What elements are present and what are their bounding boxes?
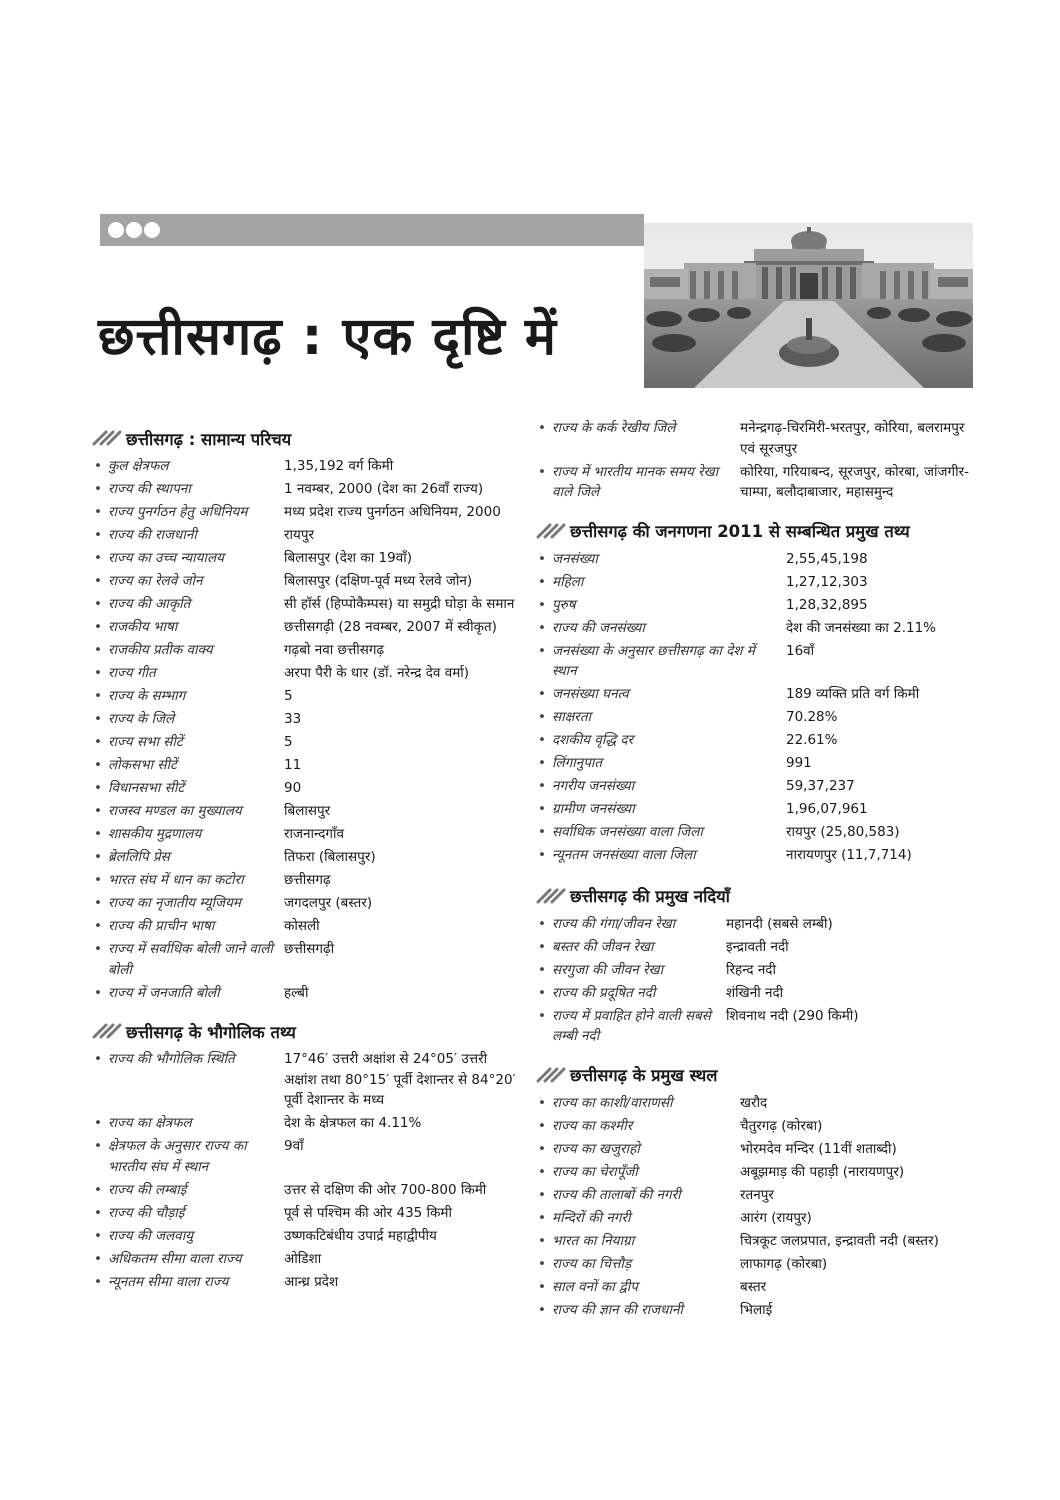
fact-row — [92, 732, 522, 753]
bullet-icon: • — [94, 872, 102, 888]
fact-value: 1,28,32,895 — [786, 596, 868, 613]
dot-icon — [126, 222, 142, 238]
fact-row — [92, 663, 522, 684]
fact-value: 90 — [284, 780, 302, 796]
bullet-icon: • — [538, 596, 546, 613]
fact-value: ओडिशा — [284, 1250, 322, 1267]
bullet-icon: • — [538, 1140, 546, 1157]
bullet-icon: • — [94, 504, 102, 520]
bullet-icon: • — [94, 481, 102, 497]
fact-value: मनेन्द्रगढ़-चिरमिरी-भरतपुर, कोरिया, बलरामपुर एवं सूरजपुर — [740, 420, 965, 457]
double-slash-icon — [536, 1067, 566, 1083]
fact-value: छत्तीसगढ़ी — [284, 941, 335, 957]
bullet-icon: • — [94, 734, 102, 750]
fact-row — [536, 1277, 976, 1298]
fact-value: जगदलपुर (बस्तर) — [284, 895, 373, 911]
fact-value: रिहन्द नदी — [726, 961, 776, 978]
fact-value: 1,96,07,961 — [786, 801, 868, 817]
double-slash-icon — [536, 888, 566, 904]
bullet-icon: • — [94, 941, 102, 957]
fact-label: राज्य की जलवायु — [108, 1227, 194, 1244]
bullet-icon: • — [538, 1232, 546, 1249]
bullet-icon: • — [94, 711, 102, 727]
fact-row — [536, 1208, 976, 1229]
bullet-icon: • — [94, 1273, 102, 1290]
fact-label: राज्य की ज्ञान की राजधानी — [552, 1301, 683, 1318]
fact-row — [536, 1139, 976, 1160]
fact-row — [536, 549, 976, 570]
bullet-icon: • — [94, 1115, 102, 1131]
fact-value: 33 — [284, 711, 302, 727]
fact-label: राज्य की जनसंख्या — [552, 619, 645, 636]
fact-row — [536, 799, 976, 820]
bullet-icon: • — [538, 619, 546, 636]
right-column — [536, 418, 976, 1332]
fact-value: 2,55,45,198 — [786, 550, 868, 567]
fact-row — [536, 776, 976, 797]
bullet-icon: • — [94, 550, 102, 566]
fact-value: नारायणपुर (11,7,714) — [786, 847, 912, 863]
fact-label: राजकीय प्रतीक वाक्य — [108, 642, 213, 658]
bullet-icon: • — [94, 849, 102, 865]
bullet-icon: • — [94, 803, 102, 819]
fact-label: राज्य की चौड़ाई — [108, 1204, 185, 1221]
bullet-icon: • — [538, 984, 546, 1001]
fact-value: गढ़बो नवा छत्तीसगढ़ — [284, 642, 385, 658]
fact-value: पूर्व से पश्चिम की ओर 435 किमी — [284, 1204, 452, 1221]
fact-value: रायपुर (25,80,583) — [786, 824, 900, 840]
fact-label: लोकसभा सीटें — [108, 757, 177, 773]
fact-label: राज्य गीत — [108, 665, 156, 681]
fact-value: चित्रकूट जलप्रपात, इन्द्रावती नदी (बस्तर) — [740, 1232, 939, 1249]
fact-value: आरंग (रायपुर) — [740, 1209, 812, 1226]
fact-label: राज्य की तालाबों की नगरी — [552, 1186, 681, 1203]
fact-label: राज्य पुनर्गठन हेतु अधिनियम — [108, 504, 248, 520]
fact-value: 5 — [284, 734, 293, 750]
fact-row — [536, 960, 976, 981]
bullet-icon: • — [94, 826, 102, 842]
fact-row — [92, 1203, 522, 1224]
bullet-icon: • — [94, 1250, 102, 1267]
fact-value: बिलासपुर (दक्षिण-पूर्व मध्य रेलवे जोन) — [284, 573, 473, 589]
section-heading: छत्तीसगढ़ : सामान्य परिचय — [92, 422, 522, 454]
fact-label: नगरीय जनसंख्या — [552, 778, 635, 794]
fact-value: 1,27,12,303 — [786, 573, 868, 590]
bullet-icon: • — [94, 918, 102, 934]
fact-row — [92, 1249, 522, 1270]
bullet-icon: • — [538, 847, 546, 863]
fact-value: 189 व्यक्ति प्रति वर्ग किमी — [786, 686, 920, 702]
fact-value: उष्णकटिबंधीय उपार्द्र महाद्वीपीय — [284, 1227, 437, 1244]
fact-row — [92, 939, 522, 980]
fact-value: राजनान्दगाँव — [284, 826, 344, 842]
fact-label: राज्य का उच्च न्यायालय — [108, 550, 224, 566]
fact-label: राज्य में सर्वाधिक बोली जाने वाली बोली — [108, 941, 273, 978]
fact-value: उत्तर से दक्षिण की ओर 700-800 किमी — [284, 1181, 487, 1198]
dot-icon — [144, 222, 160, 238]
bullet-icon: • — [538, 686, 546, 702]
fact-label: शासकीय मुद्रणालय — [108, 826, 202, 842]
fact-label: जनसंख्या के अनुसार छत्तीसगढ़ का देश में स्थान — [552, 642, 755, 679]
fact-label: राज्य की राजधानी — [108, 527, 197, 543]
fact-label: सरगुजा की जीवन रेखा — [552, 961, 664, 978]
fact-value: 70.28% — [786, 709, 838, 725]
fact-value: सी हॉर्स (हिप्पोकैम्पस) या समुद्री घोड़ा के समान — [284, 596, 515, 612]
fact-row — [536, 845, 976, 866]
fact-row — [536, 1254, 976, 1275]
fact-value: हल्बी — [284, 984, 309, 1001]
fact-value: देश के क्षेत्रफल का 4.11% — [284, 1115, 422, 1131]
fact-value: महानदी (सबसे लम्बी) — [726, 915, 833, 932]
fact-value: रतनपुर — [740, 1186, 774, 1203]
fact-row — [92, 1136, 522, 1177]
bullet-icon: • — [538, 642, 546, 659]
fact-value: मध्य प्रदेश राज्य पुनर्गठन अधिनियम, 2000 — [284, 504, 501, 520]
fact-row — [92, 502, 522, 523]
fact-value: 1 नवम्बर, 2000 (देश का 26वाँ राज्य) — [284, 481, 484, 497]
fact-value: 1,35,192 वर्ग किमी — [284, 458, 394, 474]
bullet-icon: • — [538, 755, 546, 771]
fact-label: राज्य का नृजातीय म्यूजियम — [108, 895, 241, 911]
fact-value: अरपा पैरी के धार (डॉ. नरेन्द्र देव वर्मा) — [284, 665, 470, 681]
fact-value: 59,37,237 — [786, 778, 855, 794]
fact-label: राज्य के कर्क रेखीय जिले — [552, 420, 676, 436]
fact-label: राज्य में प्रवाहित होने वाली सबसे लम्बी नदी — [552, 1007, 711, 1044]
fact-row — [92, 1180, 522, 1201]
fact-value: आन्ध्र प्रदेश — [284, 1273, 339, 1290]
fact-row — [92, 847, 522, 868]
fact-row — [92, 1272, 522, 1293]
fact-value: 17°46′ उत्तरी अक्षांश से 24°05′ उत्तरी अक्षांश तथा 80°15′ पूर्वी देशान्तर से 84°20′ पूर्वी देशान्तर के मध्य — [284, 1051, 516, 1108]
fact-value: 22.61% — [786, 732, 838, 748]
fact-row — [92, 456, 522, 477]
section-census — [536, 515, 976, 866]
fact-row — [536, 707, 976, 728]
fact-row — [92, 594, 522, 615]
fact-row — [92, 571, 522, 592]
fact-label: राज्य की गंगा/जीवन रेखा — [552, 915, 676, 932]
fact-label: दशकीय वृद्धि दर — [552, 732, 634, 748]
bullet-icon: • — [94, 895, 102, 911]
fact-row — [92, 617, 522, 638]
fact-label: ब्रेललिपि प्रेस — [108, 849, 170, 865]
assembly-building-photo — [644, 223, 973, 388]
fact-label: भारत संघ में धान का कटोरा — [108, 872, 244, 888]
bullet-icon: • — [538, 961, 546, 978]
fact-value: शंखिनी नदी — [726, 984, 784, 1001]
bullet-icon: • — [538, 915, 546, 932]
bullet-icon: • — [94, 984, 102, 1001]
bullet-icon: • — [538, 420, 546, 436]
fact-row — [92, 824, 522, 845]
bullet-icon: • — [94, 1227, 102, 1244]
fact-value: छत्तीसगढ़ — [284, 872, 331, 888]
fact-row — [536, 684, 976, 705]
double-slash-icon — [92, 1023, 122, 1039]
fact-value: 5 — [284, 688, 293, 704]
fact-label: साल वनों का द्वीप — [552, 1278, 638, 1295]
bullet-icon: • — [538, 1301, 546, 1318]
fact-row — [536, 618, 976, 639]
fact-label: लिंगानुपात — [552, 755, 603, 771]
fact-value: भिलाई — [740, 1301, 773, 1318]
fact-row — [92, 1049, 522, 1111]
fact-value: रायपुर — [284, 527, 315, 543]
bullet-icon: • — [538, 778, 546, 794]
fact-value: 16वाँ — [786, 642, 815, 659]
fact-value: तिफरा (बिलासपुर) — [284, 849, 376, 865]
fact-row — [536, 462, 976, 503]
fact-row — [92, 870, 522, 891]
fact-label: राज्य का काशी/वाराणसी — [552, 1094, 673, 1111]
fact-label: राज्य का कश्मीर — [552, 1117, 633, 1134]
bullet-icon: • — [538, 573, 546, 590]
fact-row — [536, 641, 976, 682]
fact-value: लाफागढ़ (कोरबा) — [740, 1255, 828, 1272]
fact-row — [92, 916, 522, 937]
fact-row — [92, 548, 522, 569]
bullet-icon: • — [538, 1007, 546, 1024]
header-bar — [100, 214, 644, 246]
fact-label: राज्य का खजुराहो — [552, 1140, 640, 1157]
bullet-icon: • — [538, 1278, 546, 1295]
fact-value: 991 — [786, 755, 812, 771]
fact-row — [92, 893, 522, 914]
fact-row — [92, 479, 522, 500]
fact-value: भोरमदेव मन्दिर (11वीं शताब्दी) — [740, 1140, 897, 1157]
bullet-icon: • — [94, 596, 102, 612]
fact-label: क्षेत्रफल के अनुसार राज्य का भारतीय संघ में स्थान — [108, 1138, 247, 1175]
fact-value: चैतुरगढ़ (कोरबा) — [740, 1117, 823, 1134]
section-heading: छत्तीसगढ़ की जनगणना 2011 से सम्बन्धित प्रमुख तथ्य — [536, 515, 976, 547]
section-geo-continued — [536, 418, 976, 503]
bullet-icon: • — [94, 757, 102, 773]
bullet-icon: • — [94, 780, 102, 796]
bullet-icon: • — [94, 1138, 102, 1154]
bullet-icon: • — [538, 732, 546, 748]
dot-icon — [108, 222, 124, 238]
fact-value: बस्तर — [740, 1278, 767, 1295]
fact-row — [92, 640, 522, 661]
double-slash-icon — [92, 430, 122, 446]
bullet-icon: • — [94, 573, 102, 589]
fact-label: राज्य सभा सीटें — [108, 734, 183, 750]
fact-label: मन्दिरों की नगरी — [552, 1209, 631, 1226]
fact-value: खरौद — [740, 1094, 768, 1111]
fact-value: इन्द्रावती नदी — [726, 938, 789, 955]
fact-row — [536, 730, 976, 751]
fact-row — [92, 686, 522, 707]
fact-label: राज्य में जनजाति बोली — [108, 984, 220, 1001]
fact-label: महिला — [552, 573, 584, 590]
fact-row — [536, 1231, 976, 1252]
fact-row — [536, 1162, 976, 1183]
fact-label: राज्य का क्षेत्रफल — [108, 1115, 192, 1131]
fact-row — [92, 983, 522, 1004]
fact-label: अधिकतम सीमा वाला राज्य — [108, 1250, 242, 1267]
fact-label: राज्य की आकृति — [108, 596, 191, 612]
fact-value: अबूझमाड़ की पहाड़ी (नारायणपुर) — [740, 1163, 905, 1180]
section-heading: छत्तीसगढ़ की प्रमुख नदियाँ — [536, 880, 976, 912]
fact-value: कोसली — [284, 918, 320, 934]
fact-row — [92, 801, 522, 822]
fact-value: 9वाँ — [284, 1138, 304, 1154]
fact-label: राज्य का रेलवे जोन — [108, 573, 203, 589]
fact-label: राज्य के जिले — [108, 711, 175, 727]
bullet-icon: • — [94, 458, 102, 474]
fact-label: राज्य की भौगोलिक स्थिति — [108, 1051, 235, 1067]
bullet-icon: • — [538, 1186, 546, 1203]
fact-label: ग्रामीण जनसंख्या — [552, 801, 635, 817]
fact-row — [536, 983, 976, 1004]
fact-row — [536, 822, 976, 843]
section-geography — [92, 1015, 522, 1292]
fact-label: राज्य की प्राचीन भाषा — [108, 918, 215, 934]
bullet-icon: • — [538, 1209, 546, 1226]
fact-row — [536, 595, 976, 616]
fact-row — [536, 937, 976, 958]
section-heading: छत्तीसगढ़ के प्रमुख स्थल — [536, 1059, 976, 1091]
fact-label: सर्वाधिक जनसंख्या वाला जिला — [552, 824, 703, 840]
double-slash-icon — [536, 523, 566, 539]
fact-label: विधानसभा सीटें — [108, 780, 185, 796]
bullet-icon: • — [94, 619, 102, 635]
fact-row — [536, 1093, 976, 1114]
bullet-icon: • — [94, 642, 102, 658]
fact-label: राज्य की लम्बाई — [108, 1181, 187, 1198]
fact-label: राजकीय भाषा — [108, 619, 178, 635]
fact-value: 11 — [284, 757, 302, 773]
fact-label: कुल क्षेत्रफल — [108, 458, 169, 474]
fact-label: राज्य में भारतीय मानक समय रेखा वाले जिले — [552, 463, 719, 500]
fact-row — [536, 753, 976, 774]
bullet-icon: • — [538, 550, 546, 567]
bullet-icon: • — [538, 1163, 546, 1180]
fact-row — [536, 1116, 976, 1137]
fact-value: देश की जनसंख्या का 2.11% — [786, 619, 936, 636]
fact-row — [92, 709, 522, 730]
section-rivers — [536, 880, 976, 1047]
fact-label: राजस्व मण्डल का मुख्यालय — [108, 803, 242, 819]
fact-label: बस्तर की जीवन रेखा — [552, 938, 654, 955]
fact-row — [92, 778, 522, 799]
fact-row — [92, 1226, 522, 1247]
bullet-icon: • — [94, 1181, 102, 1198]
fact-label: जनसंख्या घनत्व — [552, 686, 629, 702]
fact-value: बिलासपुर — [284, 803, 331, 819]
bullet-icon: • — [94, 1204, 102, 1221]
fact-label: राज्य की प्रदूषित नदी — [552, 984, 656, 1001]
bullet-icon: • — [538, 1117, 546, 1134]
fact-value: छत्तीसगढ़ी (28 नवम्बर, 2007 में स्वीकृत) — [284, 619, 497, 635]
fact-label: राज्य का चेरापूँजी — [552, 1163, 638, 1180]
section-places — [536, 1059, 976, 1321]
section-heading: छत्तीसगढ़ के भौगोलिक तथ्य — [92, 1015, 522, 1047]
bullet-icon: • — [538, 824, 546, 840]
page-title: छत्तीसगढ़ : एक दृष्टि में — [98, 307, 558, 367]
fact-row — [536, 914, 976, 935]
left-column — [92, 422, 522, 1304]
fact-label: पुरुष — [552, 596, 576, 613]
bullet-icon: • — [94, 527, 102, 543]
bullet-icon: • — [538, 463, 546, 480]
fact-label: जनसंख्या — [552, 550, 598, 567]
fact-row — [92, 1113, 522, 1134]
fact-label: राज्य का चित्तौड़ — [552, 1255, 632, 1272]
fact-label: राज्य की स्थापना — [108, 481, 191, 497]
bullet-icon: • — [538, 709, 546, 725]
bullet-icon: • — [538, 801, 546, 817]
fact-row — [92, 525, 522, 546]
section-general — [92, 422, 522, 1003]
fact-row — [536, 572, 976, 593]
fact-label: भारत का नियाग्रा — [552, 1232, 635, 1249]
fact-label: राज्य के सम्भाग — [108, 688, 186, 704]
fact-value: कोरिया, गरियाबन्द, सूरजपुर, कोरबा, जांजगीर-चाम्पा, बलौदाबाजार, महासमुन्द — [740, 463, 969, 500]
fact-row — [536, 1185, 976, 1206]
fact-row — [536, 1006, 976, 1047]
bullet-icon: • — [94, 688, 102, 704]
fact-row — [536, 1300, 976, 1321]
bullet-icon: • — [538, 938, 546, 955]
fact-label: न्यूनतम सीमा वाला राज्य — [108, 1273, 229, 1290]
fact-row — [92, 755, 522, 776]
fact-label: न्यूनतम जनसंख्या वाला जिला — [552, 847, 696, 863]
bullet-icon: • — [94, 1051, 102, 1067]
fact-value: शिवनाथ नदी (290 किमी) — [726, 1007, 859, 1024]
fact-value: बिलासपुर (देश का 19वाँ) — [284, 550, 412, 566]
bullet-icon: • — [538, 1255, 546, 1272]
fact-label: साक्षरता — [552, 709, 592, 725]
bullet-icon: • — [538, 1094, 546, 1111]
fact-row — [536, 418, 976, 459]
bullet-icon: • — [94, 665, 102, 681]
